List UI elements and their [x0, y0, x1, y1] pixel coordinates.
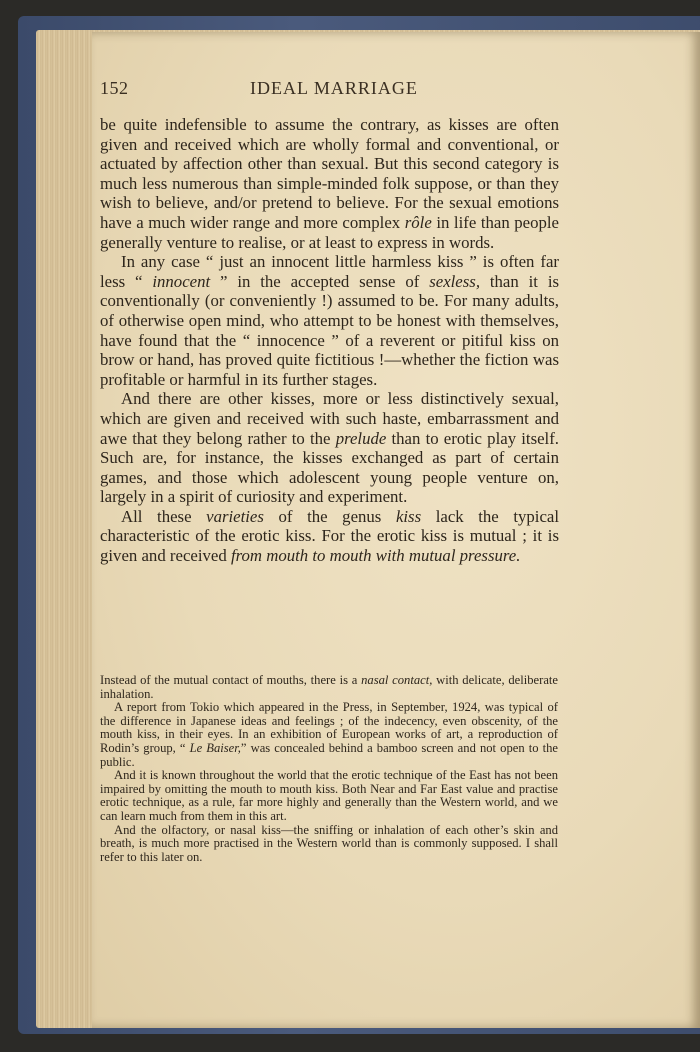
paragraph-1: be quite indefensible to assume the contrary, as kisses are often given and received which are wholly formal and conventional, or actuated by affection other than sexual. But this second category is much less numerous than simple-minded folk suppose, or than they wish to believe, and/or pretend to believe. For the sexual emotions have a much wider range and more complex rôle in life than people generally venture to realise, or at least to express in words. [100, 115, 559, 252]
footnote-1: Instead of the mutual contact of mouths, there is a nasal contact, with delicate, deliberate inhalation. [100, 673, 559, 701]
main-text [100, 115, 559, 566]
footnotes [100, 674, 558, 864]
paragraph-4: All these varieties of the genus kiss lack the typical characteristic of the erotic kiss. For the erotic kiss is mutual ; it is given and received from mouth to mouth with mutual pressure. [100, 506, 560, 566]
running-title: IDEAL MARRIAGE [250, 78, 418, 98]
footnote-3: And it is known throughout the world that the erotic technique of the East has not been impaired by omitting the mouth to mouth kiss. Both Near and Far East value and practise erotic technique, as a rule, far more highly and generally than the Western world, and we can learn much from them in this art. [100, 768, 558, 823]
page-number: 152 [100, 78, 129, 98]
paragraph-2: In any case “ just an innocent little harmless kiss ” is often far less “ innocent ” in the accepted sense of sexless, than it is conventionally (or conveniently !) assumed to be. For many adults, of otherwise open mind, who attempt to be honest with themselves, have found that the “ innocence ” of a reverent or pitiful kiss on brow or hand, has proved quite fictitious !—whether the fiction was profitable or harmful in its further stages. [100, 252, 560, 389]
footnote-2: A report from Tokio which appeared in the Press, in September, 1924, was typical of the difference in Japanese ideas and feelings ; of the indecency, even obscenity, of the mouth kiss, in their eyes. In an exhibition of European works of art, a reproduction of Rodin’s group, “ Le Baiser,” was concealed behind a bamboo screen and not open to the public. [100, 700, 558, 769]
paragraph-3: And there are other kisses, more or less distinctively sexual, which are given and received with such haste, embarrassment and awe that they belong rather to the prelude than to erotic play itself. Such are, for instance, the kisses exchanged as part of certain games, and those which adolescent young people venture on, largely in a spirit of curiosity and experiment. [100, 389, 560, 507]
page-header [100, 78, 548, 102]
footnote-4: And the olfactory, or nasal kiss—the sniffing or inhalation of each other’s skin and breath, is much more practised in the Western world than is commonly supposed. I shall refer to this later on. [100, 822, 558, 864]
